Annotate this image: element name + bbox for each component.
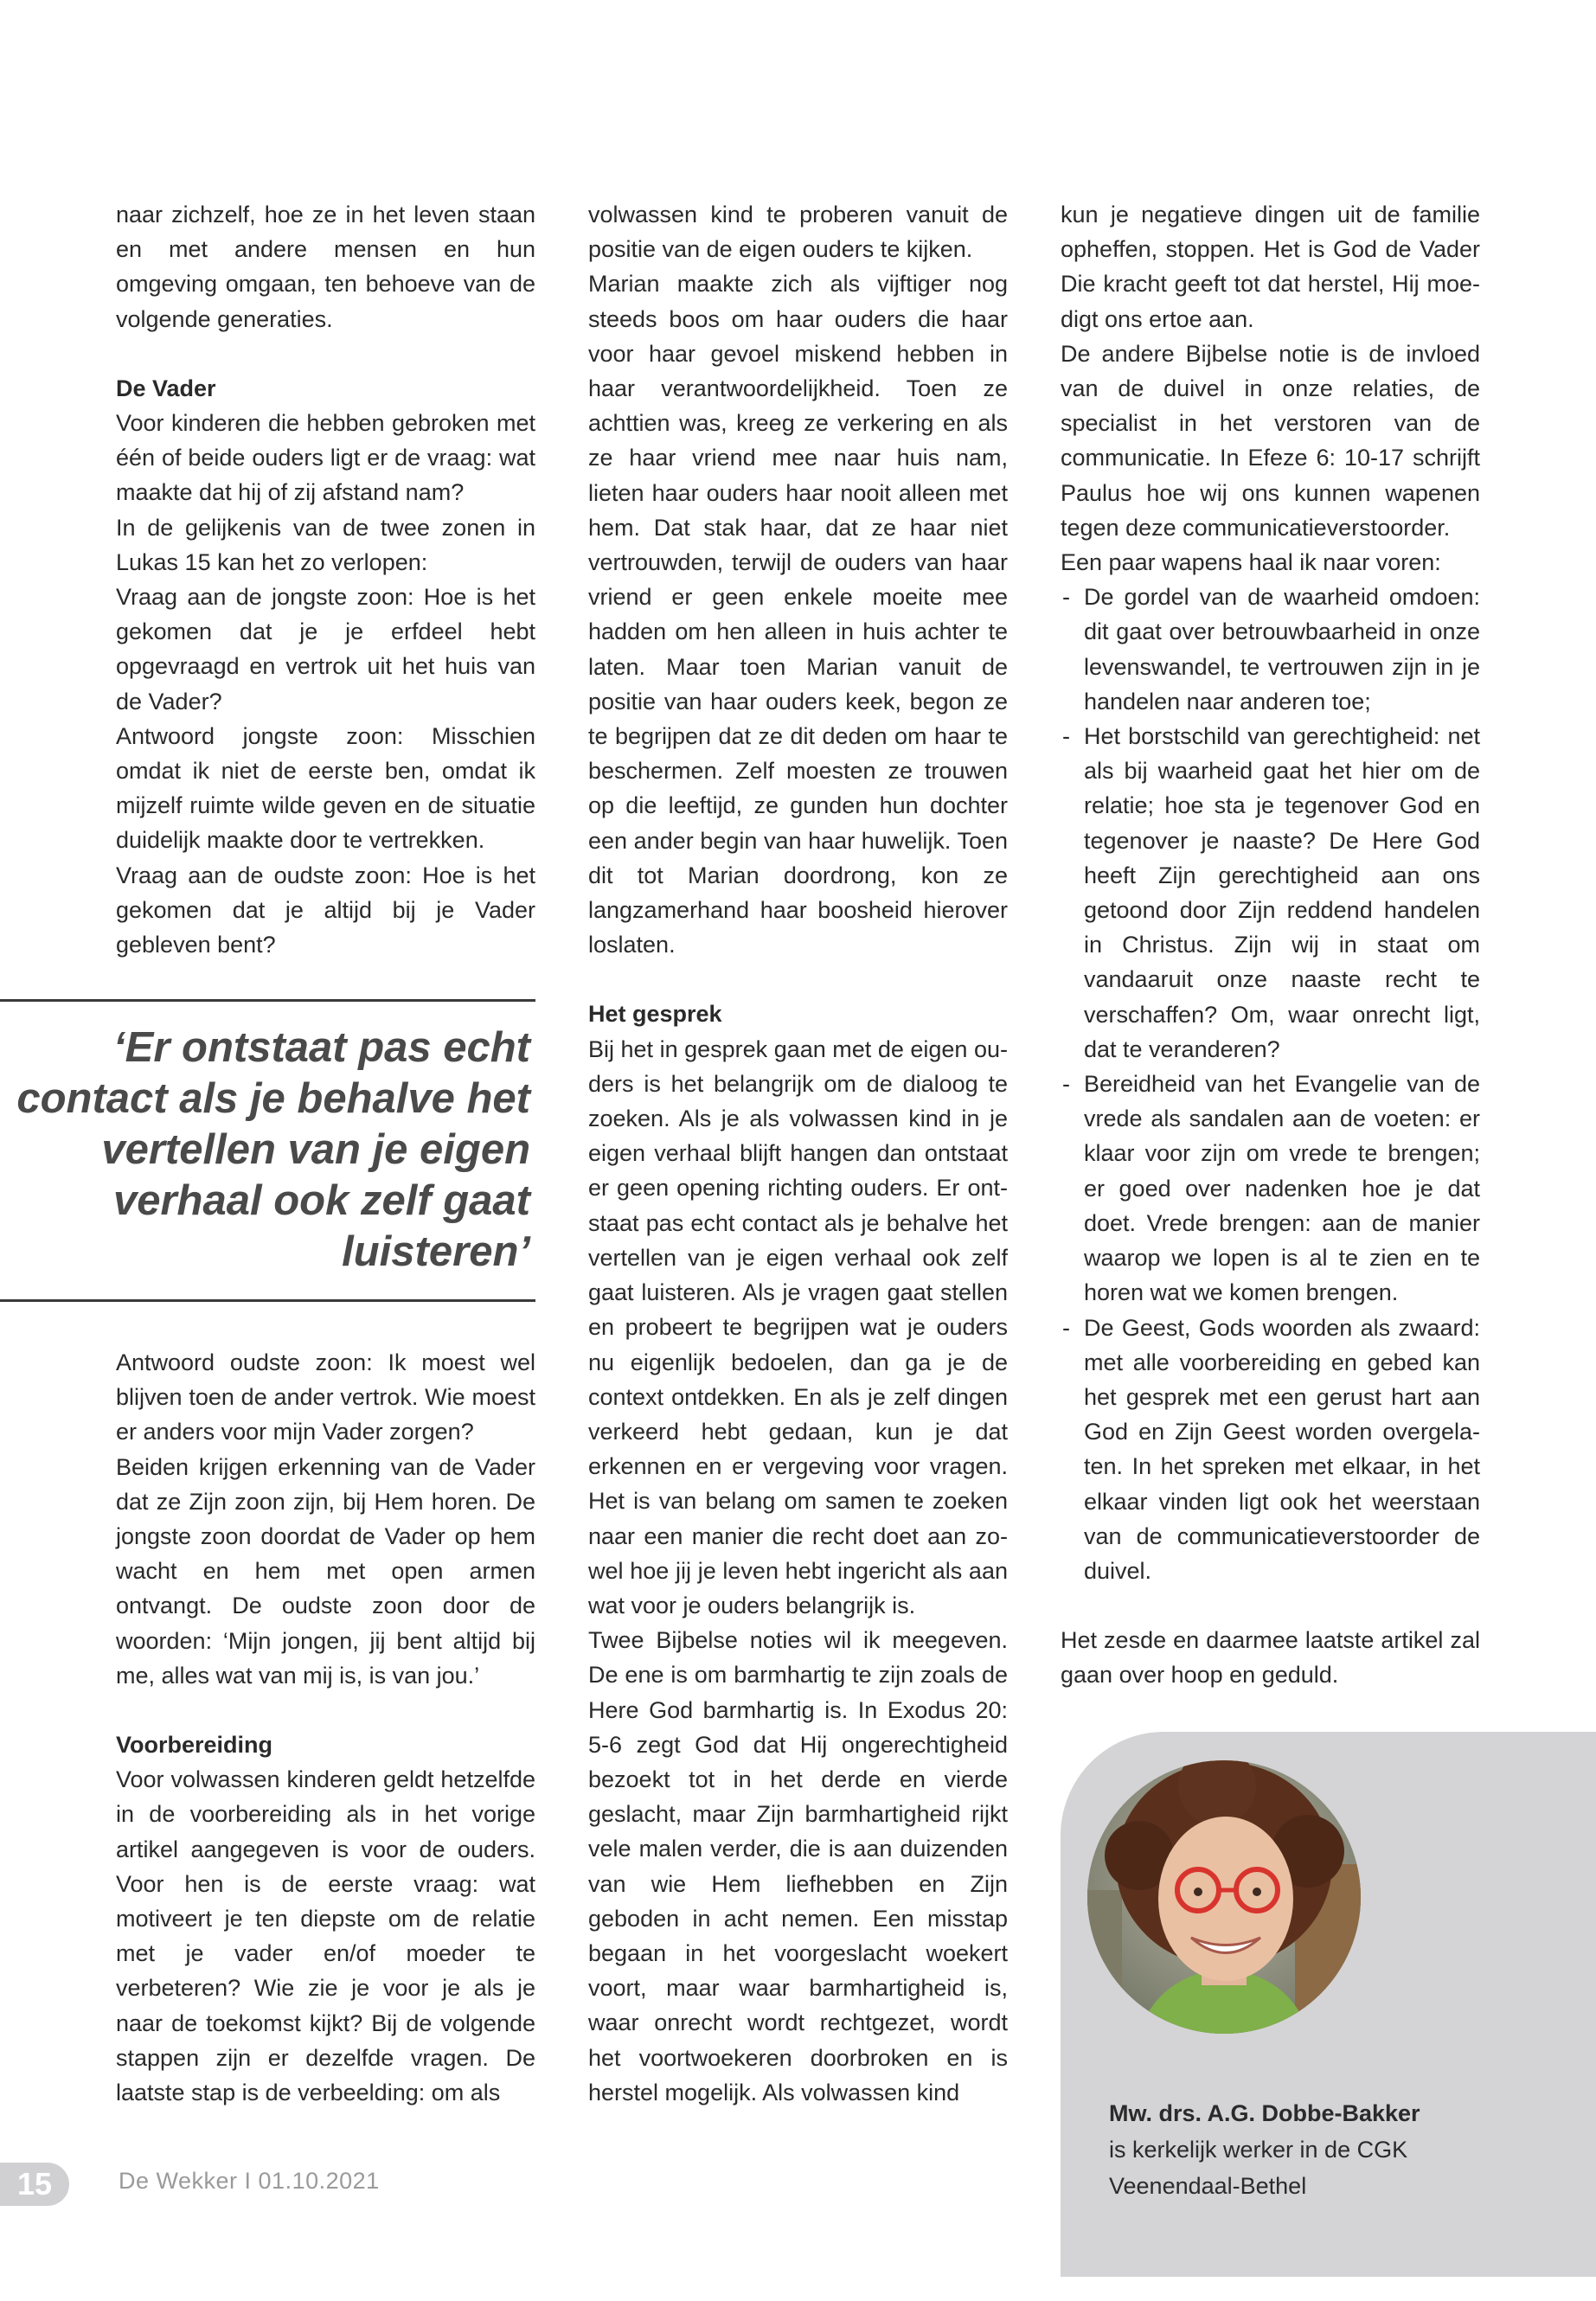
paragraph: Antwoord jongste zoon: Misschien omdat ik niet de eerste ben, omdat ik mijzelf ruimte wilde geven en de situatie duidelijk maakte door te vertrekken. [116,722,535,854]
paragraph: Een paar wapens haal ik naar voren: [1061,549,1441,576]
paragraph: Vraag aan de oudste zoon: Hoe is het gekomen dat je altijd bij je Vader gebleven bent? [116,862,535,958]
paragraph: Voor volwassen kinderen geldt hetzelfde in de voorbereiding als in het vorige artikel aangegeven is voor de ouders. Voor hen is de eerste vraag: wat motiveert je ten diepste om de relatie met je vader en/of moeder te verbeteren? Wie zie je voor je als je naar de toekomst kijkt? Bij de volgende stappen zijn er dezelfde vragen. De laatste stap is de verbeelding: om als [116,1766,535,2106]
author-name: Mw. drs. A.G. Dobbe-Bakker [1109,2100,1420,2126]
weapons-list [1061,580,1480,1588]
column-1-bottom [116,1345,535,2110]
footer-publication: De Wekker I 01.10.2021 [119,2168,380,2194]
list-item: - Het borstschild van gerechtigheid: net als bij waarheid gaat het hier om de relatie; hoe sta je tegenover God en tegenover je naaste? De Here God heeft Zijn gerechtigheid aan ons getoond door Zijn reddend handelen in Christus. Zijn wij in staat om vandaaruit onze naaste recht te verschaffen? Om, waar onrecht ligt, dat te veranderen? [1061,719,1480,1067]
list-item: - De Geest, Gods woorden als zwaard: met alle voorbereiding en gebed kan het gesprek met een gerust hart aan God en Zijn Geest worden overgelaten. In het spreken met elkaar, in het elkaar vinden ligt ook het weerstaan van de communicatieverstoorder de duivel. [1061,1311,1480,1589]
column-2 [588,197,1008,2110]
section-heading-het-gesprek: Het gesprek [588,1001,722,1028]
paragraph: Twee Bijbelse noties wil ik meegeven. De ene is om barmhartig te zijn zoals de Here God barmhartig is. In Exodus 20: 5-6 zegt God dat Hij ongerechtigheid bezoekt tot in het derde en vierde geslacht, maar Zijn barmhartigheid rijkt vele malen verder, die is aan duizenden van wie Hem liefhebben en Zijn geboden in acht nemen. Een misstap begaan in het voorgeslacht woekert voort, maar waar barmhartigheid is, waar onrecht wordt rechtgezet, wordt het voortwoekeren doorbroken en is herstel mogelijk. Als volwassen kind [588,1627,1008,2106]
paragraph: De andere Bijbelse notie is de invloed van de duivel in onze relaties, de specialist in het verstoren van de communicatie. In Efeze 6: 10-17 schrijft Paulus hoe wij ons kunnen wapenen tegen deze communicatieverstoorder. [1061,340,1480,541]
list-item: - Bereidheid van het Evangelie van de vrede als sandalen aan de voeten: er klaar voor zijn om vrede te brengen; er goed over nadenken hoe je dat doet. Vrede brengen: aan de manier waarop we lopen is al te zien en te horen wat we komen brengen. [1061,1067,1480,1310]
paragraph: Bij het in gesprek gaan met de eigen ouders is het belangrijk om de dialoog te zoeken. Als je als volwassen kind in je eigen verhaal blijft hangen dan ontstaat er geen opening richting ouders. Er ontstaat pas echt contact als je behalve het vertellen van je eigen verhaal ook zelf gaat luisteren. Als je vragen gaat stellen en probeert te begrijpen wat je ouders nu eigenlijk bedoelen, dan ga je de context ontdekken. En als je zelf dingen verkeerd hebt gedaan, kun je dat erkennen en er vergeving voor vragen. Het is van belang om samen te zoeken naar een manier die recht doet aan zowel hoe jij je leven hebt ingericht als aan wat voor je ouders belangrijk is. [588,1035,1008,1618]
paragraph: In de gelijkenis van de twee zonen in Lukas 15 kan het zo verlopen: [116,514,535,575]
column-1-top [116,197,535,962]
paragraph: naar zichzelf, hoe ze in het leven staan en met andere mensen en hun omgeving omgaan, ten behoeve van de volgende generaties. [116,202,535,332]
paragraph: Beiden krijgen erkenning van de Vader dat ze Zijn zoon zijn, bij Hem horen. De jongste zoon doordat de Vader op hem wacht en hem met open armen ontvangt. De oudste zoon door de woorden: ‘Mijn jongen, jij bent altijd bij me, alles wat van mij is, is van jou.’ [116,1453,535,1689]
section-heading-de-vader: De Vader [116,375,216,401]
paragraph: Marian maakte zich als vijftiger nog steeds boos om haar ouders die haar voor haar gevoel miskend hebben in haar verantwoordelijkheid. Toen ze achttien was, kreeg ze verkering en als ze haar vriend mee naar huis nam, lieten haar ouders haar nooit alleen met hem. Dat stak haar, dat ze haar niet vertrouwden, terwijl de ouders van haar vriend er geen enkele moeite mee hadden om hen alleen in huis achter te laten. Maar toen Marian vanuit de positie van haar ouders keek, begon ze te begrijpen dat ze dit deden om haar te beschermen. Zelf moesten ze trouwen op die leeftijd, ze gunden hun dochter een ander begin van haar huwelijk. Toen dit tot Marian doordrong, kon ze langzamerhand haar boosheid hierover loslaten. [588,271,1008,958]
author-role: is kerkelijk werker in de CGK [1109,2137,1408,2163]
pull-quote-text: ‘Er ontstaat pas echt contact als je behalve het vertellen van je eigen verhaal ook zelf gaat luisteren’ [16,1024,530,1275]
author-portrait [1087,1760,1361,2034]
section-heading-voorbereiding: Voorbereiding [116,1732,273,1759]
paragraph: Vraag aan de jongste zoon: Hoe is het gekomen dat je je erfdeel hebt opgevraagd en vertrok uit het huis van de Vader? [116,584,535,715]
paragraph: volwassen kind te proberen vanuit de positie van de eigen ouders te kijken. [588,202,1008,263]
column-3 [1061,197,1480,1693]
paragraph: Antwoord oudste zoon: Ik moest wel blijven toen de ander vertrok. Wie moest er anders voor mijn Vader zorgen? [116,1349,535,1445]
author-location: Veenendaal-Bethel [1109,2173,1307,2199]
pull-quote [0,999,535,1302]
author-caption [1109,2095,1559,2204]
paragraph: Het zesde en daarmee laatste artikel zal gaan over hoop en geduld. [1061,1627,1480,1689]
paragraph: kun je negatieve dingen uit de familie opheffen, stoppen. Het is God de Vader Die kracht geeft tot dat herstel, Hij moedigt ons ertoe aan. [1061,202,1480,332]
paragraph: Voor kinderen die hebben gebroken met één of beide ouders ligt er de vraag: wat maakte dat hij of zij afstand nam? [116,410,535,506]
list-item: - De gordel van de waarheid omdoen: dit gaat over betrouwbaarheid in onze levenswandel, te vertrouwen zijn in je handelen naar anderen toe; [1061,580,1480,719]
page-number: 15 [0,2163,69,2206]
